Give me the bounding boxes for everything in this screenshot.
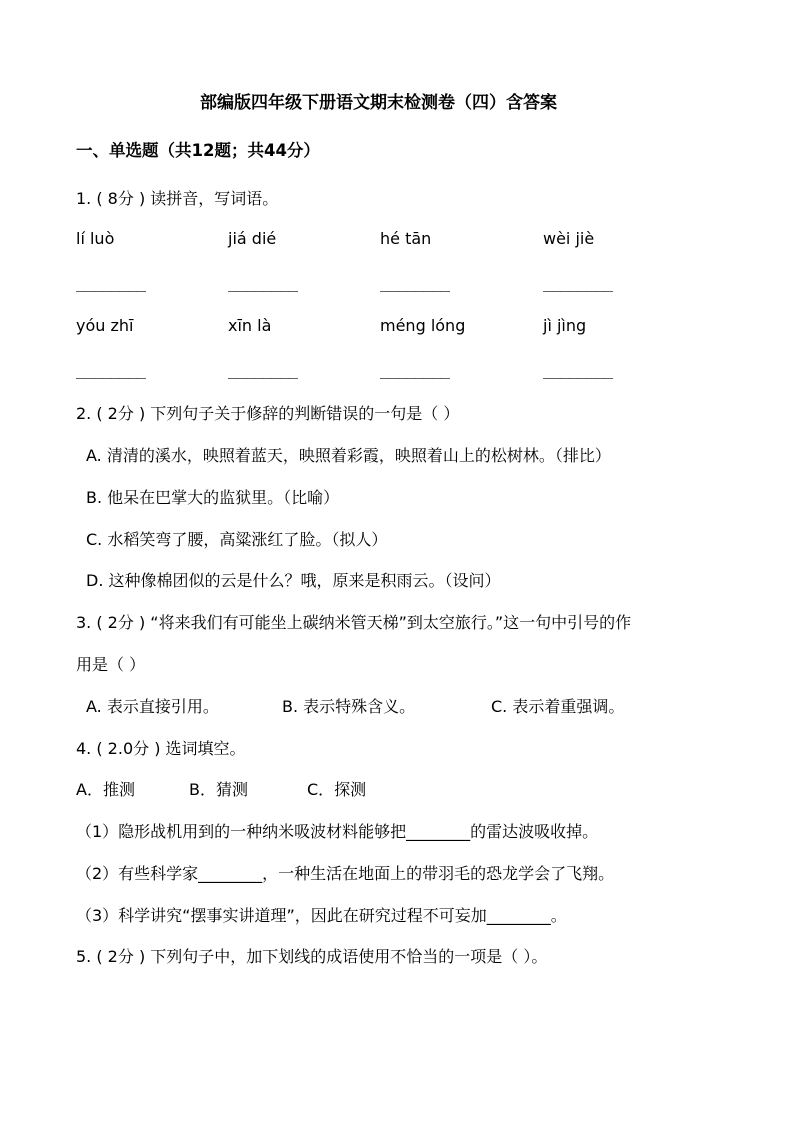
page-title: 部编版四年级下册语文期末检测卷（四）含答案 (200, 93, 557, 113)
question-3-option-a[interactable]: A. 表示直接引用。 (86, 697, 219, 716)
question-4-choice-b: B．猜测 (189, 780, 248, 799)
section-heading-single-choice: 一、单选题（共12题；共44分） (76, 141, 320, 160)
pinyin-1: lí luò (76, 229, 115, 248)
answer-blank-7[interactable]: ________ (380, 360, 450, 379)
question-4-item-1: （1）隐形战机用到的一种纳米吸波材料能够把________的雷达波吸收掉。 (76, 822, 599, 841)
question-2-option-a[interactable]: A. 清清的溪水，映照着蓝天，映照着彩霞，映照着山上的松树林。（排比） (86, 446, 611, 465)
pinyin-3: hé tān (380, 229, 432, 248)
question-3-option-c[interactable]: C. 表示着重强调。 (491, 697, 625, 716)
question-4-choice-a: A．推测 (76, 780, 135, 799)
answer-blank-3[interactable]: ________ (380, 273, 450, 292)
answer-blank-6[interactable]: ________ (228, 360, 298, 379)
question-4-item-2: （2）有些科学家________，一种生活在地面上的带羽毛的恐龙学会了飞翔。 (76, 864, 615, 883)
answer-blank-8[interactable]: ________ (543, 360, 613, 379)
question-4-stem: 4. ( 2.0分 ) 选词填空。 (76, 739, 246, 758)
question-4-choice-c: C．探测 (307, 780, 367, 799)
question-2-option-b[interactable]: B. 他呆在巴掌大的监狱里。（比喻） (86, 488, 340, 507)
question-4-item-3: （3）科学讲究“摆事实讲道理”，因此在研究过程不可妄加________。 (76, 906, 567, 925)
question-2-stem: 2. ( 2分 ) 下列句子关于修辞的判断错误的一句是（ ） (76, 404, 460, 423)
answer-blank-1[interactable]: ________ (76, 273, 146, 292)
question-5-stem: 5. ( 2分 ) 下列句子中，加下划线的成语使用不恰当的一项是（ ）。 (76, 947, 548, 966)
question-2-option-d[interactable]: D. 这种像棉团似的云是什么？哦，原来是积雨云。（设问） (86, 571, 501, 590)
question-3-option-b[interactable]: B. 表示特殊含义。 (282, 697, 416, 716)
answer-blank-2[interactable]: ________ (228, 273, 298, 292)
pinyin-2: jiá dié (228, 229, 277, 248)
question-1-stem: 1. ( 8分 ) 读拼音，写词语。 (76, 189, 279, 208)
pinyin-6: xīn là (228, 316, 272, 335)
pinyin-4: wèi jiè (543, 229, 595, 248)
pinyin-5: yóu zhī (76, 316, 134, 335)
answer-blank-4[interactable]: ________ (543, 273, 613, 292)
pinyin-8: jì jìng (543, 316, 587, 335)
question-2-option-c[interactable]: C. 水稻笑弯了腰，高粱涨红了脸。（拟人） (86, 530, 388, 549)
question-3-stem-line-2: 用是（ ） (76, 655, 146, 674)
pinyin-7: méng lóng (380, 316, 466, 335)
answer-blank-5[interactable]: ________ (76, 360, 146, 379)
question-3-stem-line-1: 3. ( 2分 ) “将来我们有可能坐上碳纳米管天梯”到太空旅行。”这一句中引号的作 (76, 613, 632, 632)
